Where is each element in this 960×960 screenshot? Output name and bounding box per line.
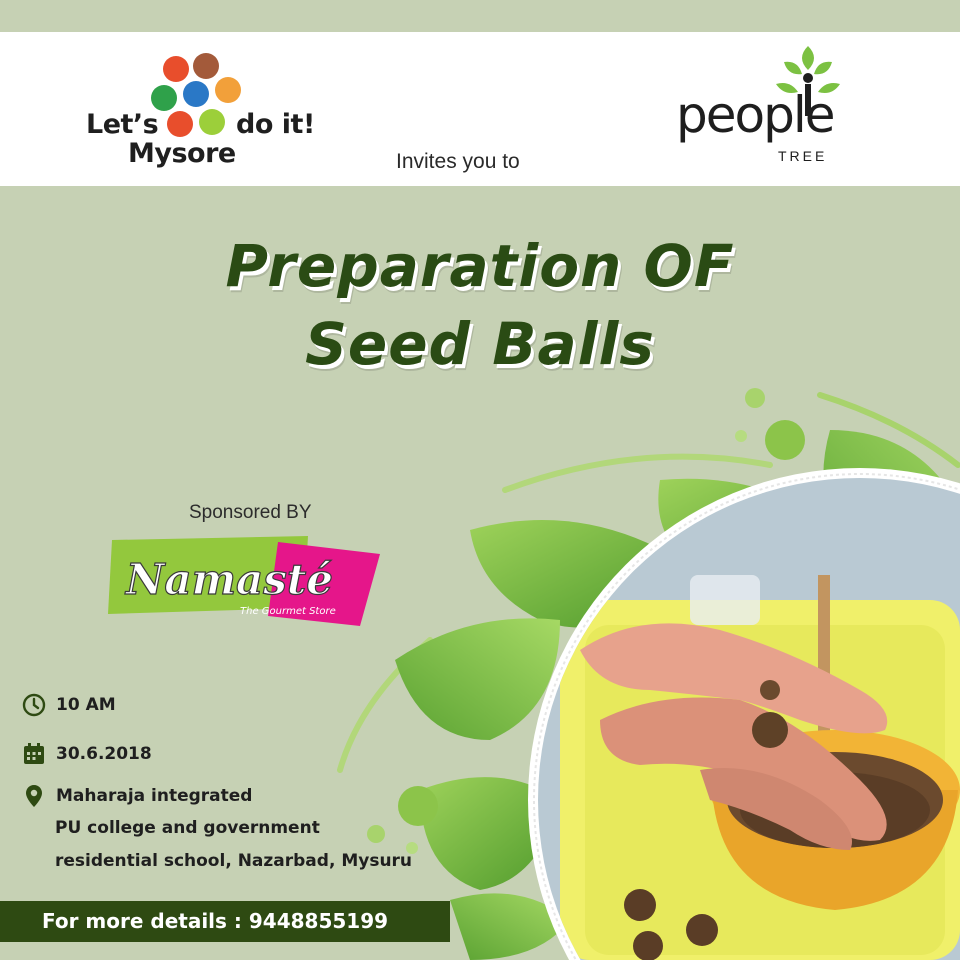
lets-do-it-mysore-logo [86,52,336,177]
venue-line2: PU college and government [55,818,320,838]
contact-bar [0,901,450,942]
date-row [22,742,152,766]
calendar-icon [22,742,46,766]
event-title-line2: Seed Balls [305,310,655,378]
logo-text-mysore: Mysore [128,138,236,169]
clock-icon [22,693,46,717]
location-pin-icon [22,784,46,808]
contact-text: For more details : 9448855199 [42,909,389,933]
logo-text-do-it: do it! [236,109,315,140]
event-title-line1: Preparation OF [225,232,735,300]
sponsored-by-label: Sponsored BY [189,502,312,523]
invites-text: Invites you to [396,150,520,173]
time-row [22,693,116,717]
logo-text-people: people [676,86,834,144]
namaste-brand-name: Namasté [126,555,334,604]
header-band [0,32,960,186]
people-tree-logo [676,44,866,169]
namaste-tagline: The Gourmet Store [240,606,336,617]
logo-text-lets: Let’s [86,109,159,140]
venue-line1: Maharaja integrated [56,786,253,806]
event-time: 10 AM [56,695,116,715]
logo-text-tree: TREE [778,148,828,164]
venue-line3: residential school, Nazarbad, Mysuru [55,851,413,871]
namaste-logo [108,536,384,628]
event-date: 30.6.2018 [56,744,152,764]
venue-row [22,784,252,808]
